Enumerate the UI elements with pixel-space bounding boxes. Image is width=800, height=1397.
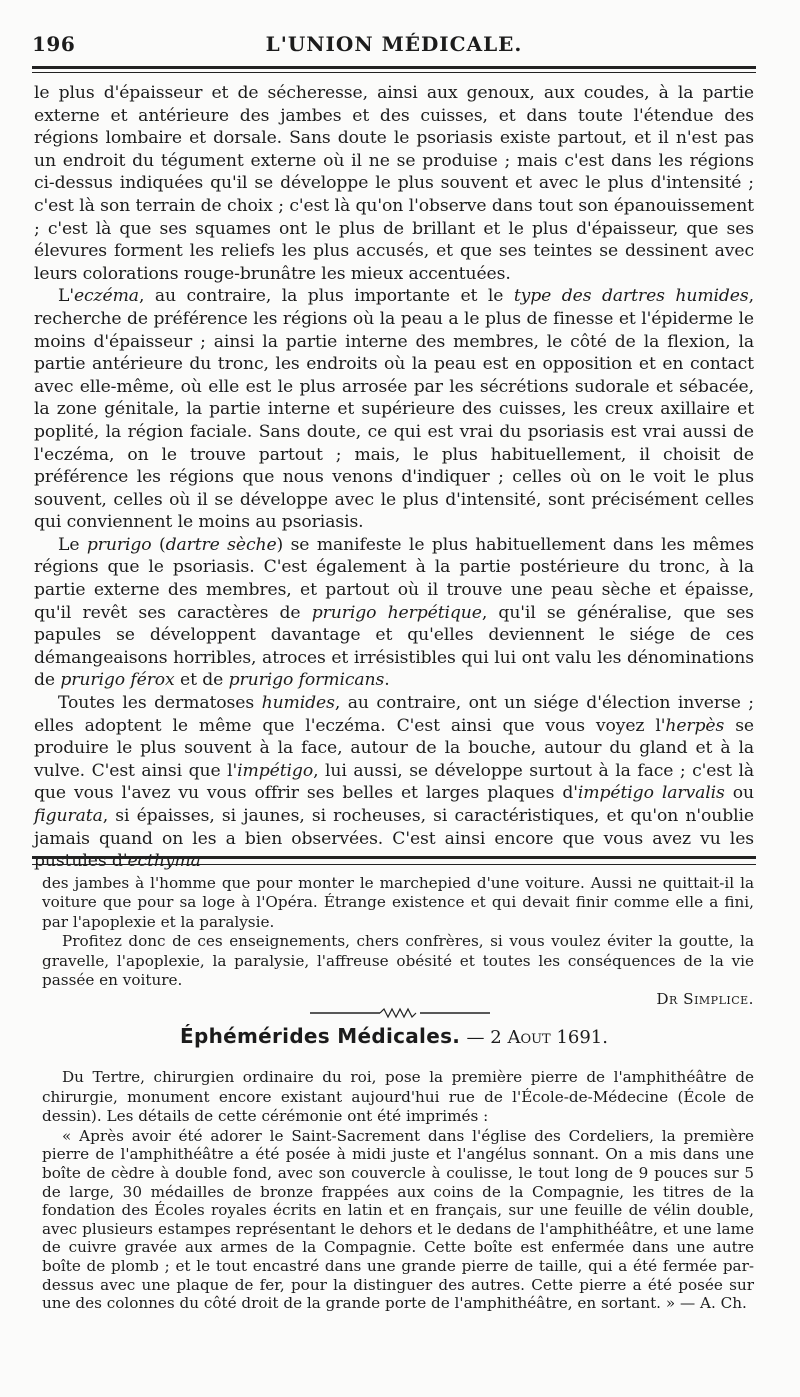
main-article [34, 82, 754, 873]
ornament-divider [310, 1006, 490, 1020]
ephemerides-body [42, 1068, 754, 1313]
feuilleton-section [42, 874, 754, 1010]
paragraph-psoriasis: le plus d'épaisseur et de sécheresse, ainsi aux genoux, aux coudes, à la partie externe et antérieure des jambes et des cuisses, et dans toute l'étendue des régions lombaire et dorsale. Sans doute le psoriasis existe partout, et il n'est pas un endroit du tégument externe où il ne se produise ; mais c'est dans les régions ci-dessus indiquées qu'il se développe le plus souvent et avec le plus d'intensité ; c'est là son terrain de choix ; c'est là qu'on l'observe dans tout son épanouissement ; c'est là que ses squames ont le plus de brillant et le plus d'épaisseur, que ses élevures forment les reliefs les plus accusés, et que ses teintes se dessinent avec leurs colorations rouge-brunâtre les mieux accentuées. [34, 83, 754, 284]
paragraph-dermatoses-humides: Toutes les dermatoses humides, au contraire, ont un siége d'élection inverse ; elles adoptent le même que l'eczéma. C'est ainsi que vous voyez l'herpès se produire le plus souvent à la face, autour de la bouche, autour du gland et à la vulve. C'est ainsi que l'impétigo, lui aussi, se développe surtout à la face ; c'est là que vous l'avez vu vous offrir ses belles et larges plaques d'impétigo larvalis ou figurata, si épaisses, si jaunes, si rocheuses, si caractéristiques, et qu'on n'oublie jamais quand on les a bien observées. C'est ainsi encore que vous avez vu les pustules d'ecthyma [34, 693, 754, 872]
feuilleton-paragraph-2: Profitez donc de ces enseignements, chers confrères, si vous voulez éviter la goutte, la gravelle, l'apoplexie, la paralysie, l'affreuse obésité et toutes les conséquences de la vie passée en voiture. [42, 932, 754, 990]
ephemerides-quote: « Après avoir été adorer le Saint-Sacrement dans l'église des Cordeliers, la première pierre de l'amphithéâtre a été posée à midi juste et l'angélus sonnant. On a mis dans une boîte de cèdre à double fond, avec son couvercle à coulisse, le tout long de 9 pouces sur 5 de large, 30 médailles de bronze frappées aux coins de la Compagnie, les titres de la fondation des Écoles royales écrits en latin et en français, sur une feuille de vélin double, avec plusieurs estampes représentant le dehors et le dedans de l'amphithéâtre, et une lame de cuivre gravée aux armes de la Compagnie. Cette boîte est enfermée dans une autre boîte de plomb ; et le tout encastré dans une grande pierre de taille, qui a été fermée par-dessus avec une plaque de fer, pour la distinguer des autres. Cette pierre a été posée sur une des colonnes du côté droit de la grande porte de l'amphithéâtre, en sortant. » — A. Ch. [42, 1126, 754, 1313]
paragraph-eczema: L'eczéma, au contraire, la plus importante et le type des dartres humides, recherche de préférence les régions où la peau a le plus de finesse et l'épiderme le moins d'épaisseur ; ainsi la partie interne des membres, le côté de la flexion, la partie antérieure du tronc, les endroits où la peau est en opposition et en contact avec elle-même, où elle est le plus arrosée par les sécrétions sudorale et sébacée, la zone génitale, la partie interne et supérieure des cuisses, les creux axillaire et poplité, la région faciale. Sans doute, ce qui est vrai du psoriasis est vrai aussi de l'eczéma, on le trouve partout ; mais, le plus habituellement, il choisit de préférence les régions que nous venons d'indiquer ; celles où on le voit le plus souvent, celles où il se développe avec le plus d'intensité, sont précisément celles qui conviennent le moins au psoriasis. [34, 286, 754, 533]
ephemerides-title: Éphémérides Médicales. [180, 1024, 461, 1048]
feuilleton-separator-rule [32, 856, 756, 865]
ephemerides-heading [32, 1024, 756, 1048]
feuilleton-paragraph-1: des jambes à l'homme que pour monter le marchepied d'une voiture. Aussi ne quittait-il la voiture que pour sa loge à l'Opéra. Étrange existence et qui devait finir comme elle a fini, par l'apoplexie et la paralysie. [42, 874, 754, 931]
page-number: 196 [32, 32, 76, 56]
ephemerides-paragraph-1: Du Tertre, chirurgien ordinaire du roi, pose la première pierre de l'amphithéâtre de chirurgie, monument encore existant aujourd'hui rue de l'École-de-Médecine (École de dessin). Les détails de cette cérémonie ont été imprimés : [42, 1068, 754, 1126]
feuilleton-signature: Dr Simplice. [656, 990, 754, 1009]
journal-title: L'UNION MÉDICALE. [265, 32, 523, 56]
paragraph-prurigo: Le prurigo (dartre sèche) se manifeste le plus habituellement dans les mêmes régions que le psoriasis. C'est également à la partie postérieure du tronc, à la partie externe des membres, et partout où il trouve une peau sèche et épaisse, qu'il revêt ses caractères de prurigo herpétique, qu'il se généralise, que ses papules se développent davantage et qu'elles deviennent le siége de ces démangeaisons horribles, atroces et irrésistibles qui lui ont valu les dénominations de prurigo férox et de prurigo formicans. [34, 534, 754, 691]
page-header [32, 30, 756, 62]
header-rule [32, 66, 756, 69]
ephemerides-date: — 2 Aout 1691. [466, 1027, 608, 1048]
